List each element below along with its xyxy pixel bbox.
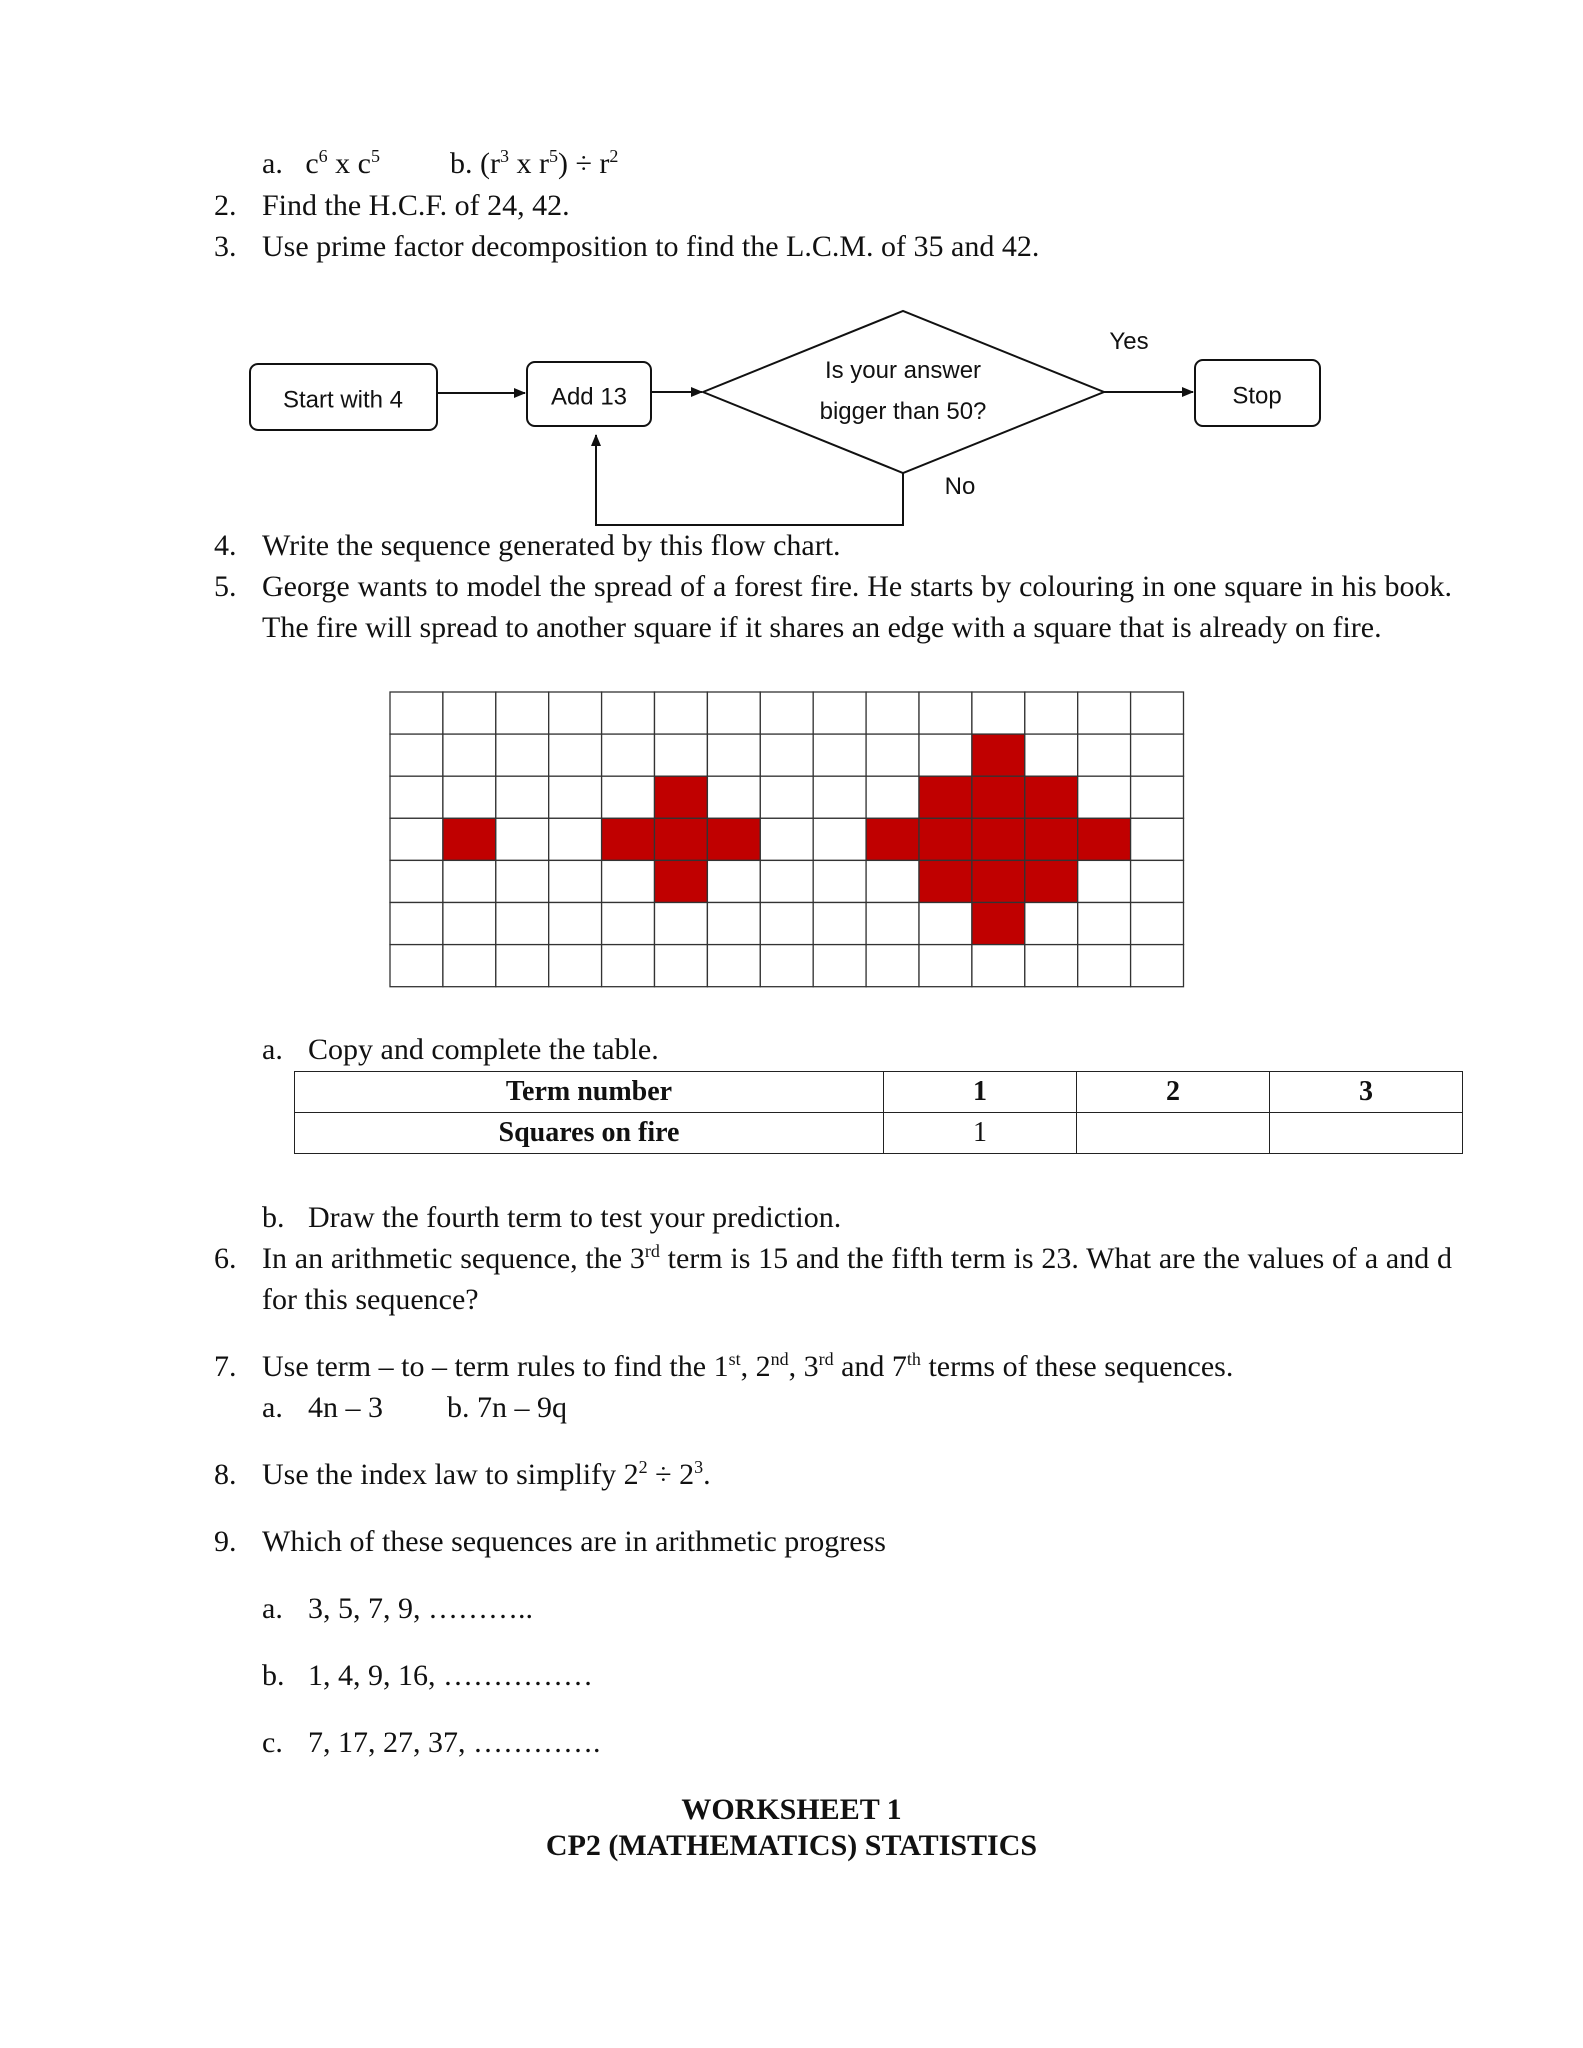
q9a-text: 3, 5, 7, 9, ……….. [308,1592,533,1625]
table-header-label: Term number [295,1072,884,1113]
grid-cell-burning [919,818,972,860]
grid-cell [1025,945,1078,987]
q4-number: 4. [214,529,237,562]
flow-chart [0,0,1583,560]
grid-cell [866,860,919,902]
q1b-expression: b. ($r^3$ x $r^5) \div r^2$ [449,146,619,180]
grid-cell [496,734,549,776]
grid-cell [1025,903,1078,945]
q5-number: 5. [214,570,237,603]
grid-cell [707,776,760,818]
grid-cell [760,692,813,734]
grid-cell [1131,945,1184,987]
grid-cell [866,692,919,734]
grid-cell [549,692,602,734]
grid-cell [602,860,655,902]
grid-cell [972,692,1025,734]
grid-cell [866,776,919,818]
grid-cell [919,903,972,945]
table-row [295,1072,1463,1113]
grid-cell [390,860,443,902]
yes-label: Yes [1109,328,1149,355]
grid-cell [549,860,602,902]
grid-cell [443,734,496,776]
grid-cell [443,860,496,902]
q7-text: Use term – to – term rules to find the 1st, 2nd, 3rd and 7th terms of these sequences. [262,1349,1234,1383]
grid-cell [760,945,813,987]
stop-label: Stop [1232,382,1282,410]
course-title: CP2 (MATHEMATICS) STATISTICS [545,1829,1038,1862]
q8-number: 8. [214,1458,237,1491]
grid-cell-burning [919,860,972,902]
q7-number: 7. [214,1350,237,1383]
q5a-text: Copy and complete the table. [308,1033,659,1066]
q3-number: 3. [214,230,237,263]
table-cell-term-1: 1 [884,1113,1077,1154]
decision-diamond [703,311,1104,473]
grid-cell [390,903,443,945]
grid-cell [390,734,443,776]
grid-cell-burning [972,903,1025,945]
grid-cell-burning [602,818,655,860]
grid-cell [443,692,496,734]
grid-cell [496,818,549,860]
q7b-text: b. 7n – 9q [447,1391,567,1424]
grid-cell [549,903,602,945]
grid-cell [813,903,866,945]
grid-cell [760,818,813,860]
grid-cell [496,776,549,818]
table-header-term-3: 3 [1270,1072,1463,1113]
q2-text: Find the H.C.F. of 24, 42. [262,189,570,222]
grid-cell [655,945,708,987]
table-header-term-1: 1 [884,1072,1077,1113]
q4-text: Write the sequence generated by this flow chart. [262,529,841,562]
decision-line2: bigger than 50? [819,398,987,425]
grid-cell [1078,734,1131,776]
arrow-no-loop [596,435,903,525]
grid-cell [707,945,760,987]
grid-cell-burning [866,818,919,860]
grid-cell [1078,903,1131,945]
grid-cell [866,903,919,945]
start-label: Start with 4 [282,386,404,414]
grid-cell-burning [919,776,972,818]
grid-cell-burning [655,776,708,818]
grid-cell [1131,734,1184,776]
grid-cell-burning [1025,818,1078,860]
grid-cell-burning [972,860,1025,902]
grid-cell [760,776,813,818]
grid-cell [919,734,972,776]
q2-number: 2. [214,189,237,222]
q6-number: 6. [214,1242,237,1275]
grid-cell [707,734,760,776]
q5b-label: b. [262,1201,285,1234]
grid-cell [813,692,866,734]
grid-cell-burning [443,818,496,860]
q5-text: George wants to model the spread of a forest fire. He starts by colouring in one square in his book. The fire will spread to another square if it shares an edge with a square that is already on fire. [262,570,1452,644]
table-cell-term-2 [1077,1113,1270,1154]
grid-cell [760,903,813,945]
grid-cell [1078,945,1131,987]
grid-cell [496,945,549,987]
table-header-term-2: 2 [1077,1072,1270,1113]
grid-cell [390,945,443,987]
grid-cell [390,776,443,818]
q1a-expression: $c^6$ x $c^5$ [305,146,380,180]
grid-cell [1131,776,1184,818]
grid-cell [707,903,760,945]
q1a-label: a. [262,147,283,180]
q7a-label: a. [262,1391,283,1424]
grid-cell [813,776,866,818]
q9c-text: 7, 17, 27, 37, …………. [308,1726,601,1759]
grid-cell [390,692,443,734]
grid-cell [707,692,760,734]
grid-cell [813,734,866,776]
grid-cell [655,692,708,734]
grid-cell [602,734,655,776]
add-label: Add 13 [550,383,628,411]
grid-cell [496,903,549,945]
q9a-label: a. [262,1592,283,1625]
q7a-text: 4n – 3 [308,1391,383,1424]
q9-number: 9. [214,1525,237,1558]
grid-cell [707,860,760,902]
grid-cell-burning [707,818,760,860]
grid-cell-burning [972,818,1025,860]
q9-text: Which of these sequences are in arithmetic progress [262,1525,886,1558]
grid-cell [549,734,602,776]
grid-cell [443,903,496,945]
q3-text: Use prime factor decomposition to find the L.C.M. of 35 and 42. [262,230,1040,263]
grid-cell [443,776,496,818]
grid-cell [602,692,655,734]
grid-cell [602,776,655,818]
grid-cell [390,818,443,860]
grid-cell [1131,860,1184,902]
grid-cell-burning [655,818,708,860]
grid-cell [1131,818,1184,860]
worksheet-title: WORKSHEET 1 [681,1793,902,1826]
q9b-text: 1, 4, 9, 16, …………… [308,1659,593,1692]
grid-cell [443,945,496,987]
no-label: No [944,473,976,500]
q9b-label: b. [262,1659,285,1692]
grid-cell-burning [1078,818,1131,860]
grid-cell [813,860,866,902]
grid-cell [496,692,549,734]
grid-cell-burning [972,734,1025,776]
fire-grid [389,691,1189,991]
grid-cell [1025,734,1078,776]
grid-cell [655,903,708,945]
grid-cell-burning [655,860,708,902]
grid-cell [919,692,972,734]
grid-cell [760,734,813,776]
table-row [295,1113,1463,1154]
grid-cell [1078,776,1131,818]
grid-cell [919,945,972,987]
q8-text: Use the index law to simplify $2^2 \div 2^3$. [262,1457,711,1491]
q5a-label: a. [262,1033,283,1066]
q5b-text: Draw the fourth term to test your prediction. [308,1201,842,1234]
grid-cell [602,945,655,987]
grid-cell [1078,860,1131,902]
grid-cell [602,903,655,945]
q6-text: In an arithmetic sequence, the 3rd term is 15 and the fifth term is 23. What are the values of a and d for this sequence? [262,1241,1452,1316]
grid-cell [866,734,919,776]
grid-cell [655,734,708,776]
grid-cell-burning [1025,860,1078,902]
grid-cell-burning [972,776,1025,818]
q9c-label: c. [262,1726,283,1759]
grid-cell [549,776,602,818]
grid-cell [972,945,1025,987]
table-cell-term-3 [1270,1113,1463,1154]
grid-cell [1131,903,1184,945]
grid-cell [1025,692,1078,734]
grid-cell [1131,692,1184,734]
grid-cell [496,860,549,902]
grid-cell [549,818,602,860]
grid-cell [549,945,602,987]
grid-cell [866,945,919,987]
fire-table [294,1071,1463,1154]
grid-cell [760,860,813,902]
table-row-label: Squares on fire [295,1113,884,1154]
grid-cell-burning [1025,776,1078,818]
grid-cell [813,945,866,987]
decision-line1: Is your answer [824,357,982,384]
grid-cell [1078,692,1131,734]
grid-cell [813,818,866,860]
